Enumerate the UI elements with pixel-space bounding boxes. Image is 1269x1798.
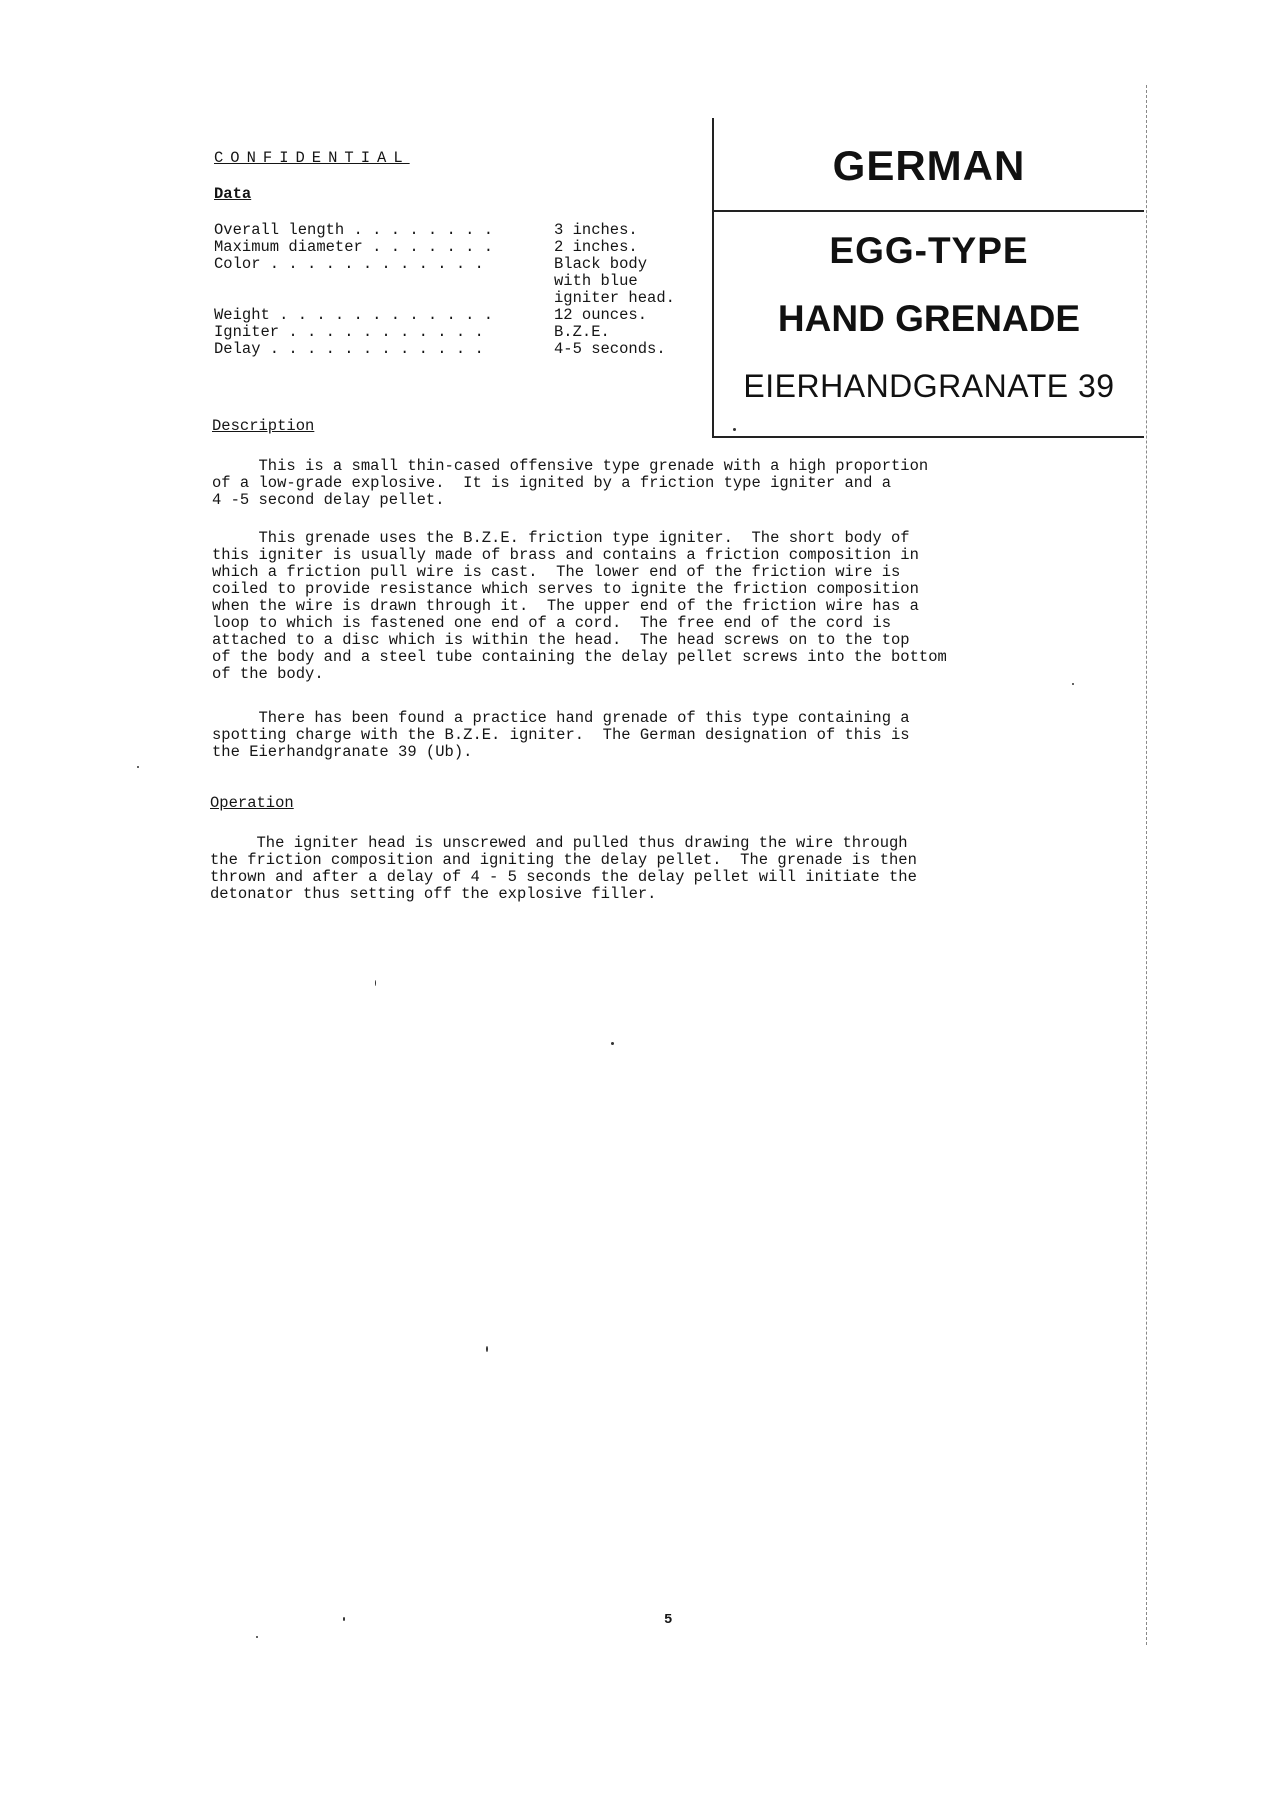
scan-speck — [256, 1636, 258, 1638]
data-row — [214, 273, 714, 290]
operation-paragraph: The igniter head is unscrewed and pulled thus drawing the wire through the friction composition and igniting the delay pellet. The grenade is then thrown and after a delay of 4 - 5 seconds the delay pellet will initiate the detonator thus setting off the explosive filler. — [210, 834, 917, 903]
data-label: Overall length . . . . . . . . — [214, 221, 494, 239]
data-label — [214, 273, 554, 290]
data-value: Black body — [554, 255, 648, 273]
data-row — [214, 256, 714, 273]
title-block — [712, 118, 1144, 438]
data-label: Weight . . . . . . . . . . . . — [214, 306, 494, 324]
data-label: Maximum diameter . . . . . . . — [214, 238, 494, 256]
title-type: EGG-TYPE — [829, 230, 1029, 271]
scan-speck — [375, 980, 376, 986]
data-row — [214, 341, 714, 358]
data-value: B.Z.E. — [554, 323, 610, 341]
data-row — [214, 324, 714, 341]
data-row — [214, 290, 714, 307]
data-row — [214, 222, 714, 239]
data-table — [214, 222, 714, 358]
margin-rule — [1146, 85, 1147, 1645]
title-item: HAND GRENADE — [777, 298, 1081, 339]
scan-speck — [611, 1042, 614, 1045]
page-number: 5 — [664, 1612, 673, 1628]
data-row — [214, 307, 714, 324]
description-heading: Description — [212, 417, 315, 435]
scan-speck — [486, 1346, 488, 1352]
title-country: GERMAN — [832, 142, 1026, 189]
data-value: 3 inches. — [554, 221, 638, 239]
classification-marking: CONFIDENTIAL — [214, 149, 410, 167]
scan-speck — [1072, 683, 1074, 685]
data-row — [214, 239, 714, 256]
scan-speck — [343, 1617, 345, 1621]
description-paragraph-2: This grenade uses the B.Z.E. friction type igniter. The short body of this igniter is usually made of brass and contains a friction composition in which a friction pull wire is cast. The lower end of the friction wire is coiled to provide resistance which serves to ignite the friction composition when the wire is drawn through it. The upper end of the friction wire has a loop to which is fastened one end of a cord. The free end of the cord is attached to a disc which is within the head. The head screws on to the top of the body and a steel tube containing the delay pellet screws into the bottom of the body. — [212, 529, 947, 683]
data-label: Igniter . . . . . . . . . . . — [214, 323, 484, 341]
data-value: igniter head. — [554, 289, 675, 307]
operation-heading: Operation — [210, 794, 294, 812]
data-label: Color . . . . . . . . . . . . — [214, 255, 484, 273]
description-paragraph-3: There has been found a practice hand grenade of this type containing a spotting charge with the B.Z.E. igniter. The German designation of this is the Eierhandgranate 39 (Ub). — [212, 709, 910, 761]
scan-speck — [137, 766, 139, 768]
data-value: with blue — [554, 272, 638, 290]
data-value: 2 inches. — [554, 238, 638, 256]
description-paragraph-1: This is a small thin-cased offensive type grenade with a high proportion of a low-grade explosive. It is ignited by a friction type igniter and a 4 -5 second delay pellet. — [212, 457, 929, 509]
data-value: 4-5 seconds. — [554, 340, 666, 358]
data-label: Delay . . . . . . . . . . . . — [214, 340, 484, 358]
data-value: 12 ounces. — [554, 306, 648, 324]
scan-speck — [733, 428, 736, 431]
title-divider — [714, 210, 1144, 212]
title-designation: EIERHANDGRANATE 39 — [743, 368, 1115, 404]
data-heading: Data — [214, 185, 252, 203]
data-label — [214, 290, 554, 307]
